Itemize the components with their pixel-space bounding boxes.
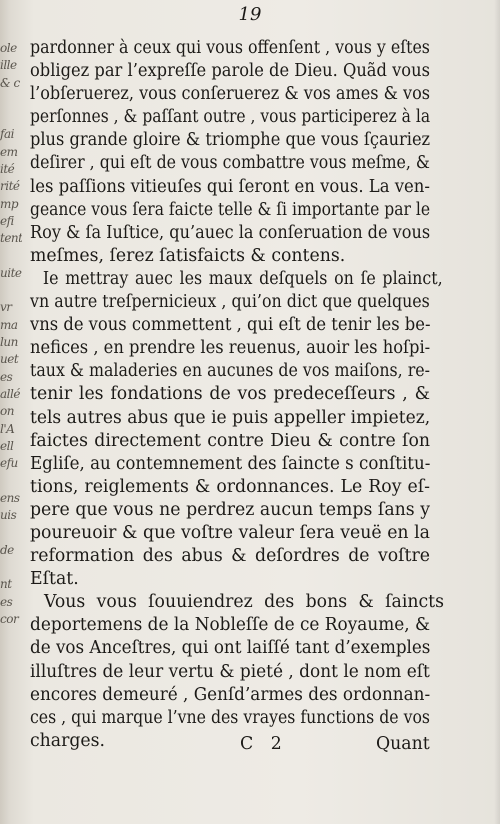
margin-fragment: ell [0,438,14,453]
margin-fragment: es [0,594,13,609]
margin-fragment [0,248,22,265]
text-line: illuſtres de leur vertu & pieté , dont le nom eſt [30,661,430,682]
text-line: pere que vous ne perdrez aucun temps ſans y [30,499,430,520]
margin-fragment: uite [0,265,22,280]
text-line: vn autre treſpernicieux , qui’on dict que quelques [30,292,430,313]
body-text [30,37,444,753]
text-line: pardonner à ceux qui vous offenſent , vous y eſtes [30,38,430,58]
margin-fragment [0,524,22,541]
margin-fragment [0,282,22,299]
margin-fragment: ens [0,490,20,505]
text-line: tels autres abus que ie puis appeller impietez, [30,407,431,428]
margin-fragment: em [0,144,18,159]
text-line: reformation des abus & deſordres de voſtre [30,546,430,567]
text-line: meſmes, ſerez ſatisfaicts & contens. [30,245,346,266]
text-line: les paſſions vitieuſes qui ſeront en vous. La ven- [30,176,430,197]
margin-fragment: nt [0,577,12,592]
margin-fragment: fai [0,127,14,142]
text-line: l’obſeruerez, vous conſeruerez & vos ames & vos [30,84,431,105]
text-line: obligez par l’expreſſe parole de Dieu. Quãd vous [30,61,430,82]
margin-fragment: rité [0,179,20,194]
text-line: plus grande gloire & triomphe que vous ſçauriez [30,130,431,151]
facing-page-margin [0,40,22,780]
margin-fragment: on [0,404,14,419]
text-line: tions, reiglements & ordonnances. Le Roy eſ- [30,476,430,497]
text-line: ces , qui marque l’vne des vrayes functions de vos [30,707,430,728]
text-line: de vos Anceſtres, qui ont laiſſé tant d’exemples [30,638,431,659]
margin-fragment: & c [0,75,20,90]
text-line: deportemens de la Nobleſſe de ce Royaume, & [30,615,431,636]
margin-fragment [0,472,22,489]
text-line: charges. [30,730,106,751]
page-edge-shadow [494,0,500,824]
margin-fragment: efi [0,213,14,228]
text-line: vns de vous commettent , qui eſt de tenir les be- [30,315,431,336]
margin-fragment: ille [0,58,17,73]
margin-fragment: efu [0,456,18,471]
text-line: nefices , en prendre les reuenus, auoir les hoſpi- [30,338,431,359]
text-line: Vous vous ſouuiendrez des bons & ſaincts [44,592,444,613]
text-line: poureuoir & que voſtre valeur ſera veuë en la [30,522,430,543]
text-line: deſirer , qui eſt de vous combattre vous meſme, & [30,153,430,174]
margin-fragment: cor [0,611,19,626]
text-line: Eſtat. [30,569,79,590]
margin-fragment: vr [0,300,12,315]
text-line: Egliſe, au contemnement des ſaincte s conſtitu- [30,453,431,474]
catchword: Quant [376,734,430,754]
margin-fragment: tent [0,231,22,246]
margin-fragment [0,109,22,126]
text-line: geance vous ſera faicte telle & ſi importante par le [30,199,431,220]
margin-fragment [0,92,22,109]
margin-fragment: ole [0,41,17,55]
margin-fragment: de [0,542,14,557]
text-line: tenir les fondations de vos predeceſſeurs , & [30,384,430,405]
margin-fragment: es [0,369,13,384]
margin-fragment: uet [0,352,19,367]
text-line: taux & maladeries en aucunes de vos maiſons, re- [30,361,430,382]
margin-fragment: mp [0,196,19,211]
margin-fragment [0,559,22,576]
text-line: perſonnes , & paſſant outre , vous participerez à la [30,107,431,128]
text-line: encores demeuré , Genſd’armes des ordonnan- [30,684,431,705]
page-number: 19 [238,4,262,25]
margin-fragment: lun [0,335,18,350]
signature-mark: C 2 [240,734,288,754]
text-line: Ie mettray auec les maux deſquels on ſe plainct, [42,268,443,289]
margin-fragment: l'A [0,421,15,436]
margin-fragment: ité [0,162,15,177]
text-line: faictes directement contre Dieu & contre ſon [30,430,430,451]
page-footer [0,734,500,758]
margin-fragment: ma [0,317,18,332]
margin-fragment: allé [0,386,20,401]
margin-fragment: uis [0,508,17,523]
text-line: Roy & ſa Iuſtice, qu’auec la conſeruation de vous [30,222,431,243]
